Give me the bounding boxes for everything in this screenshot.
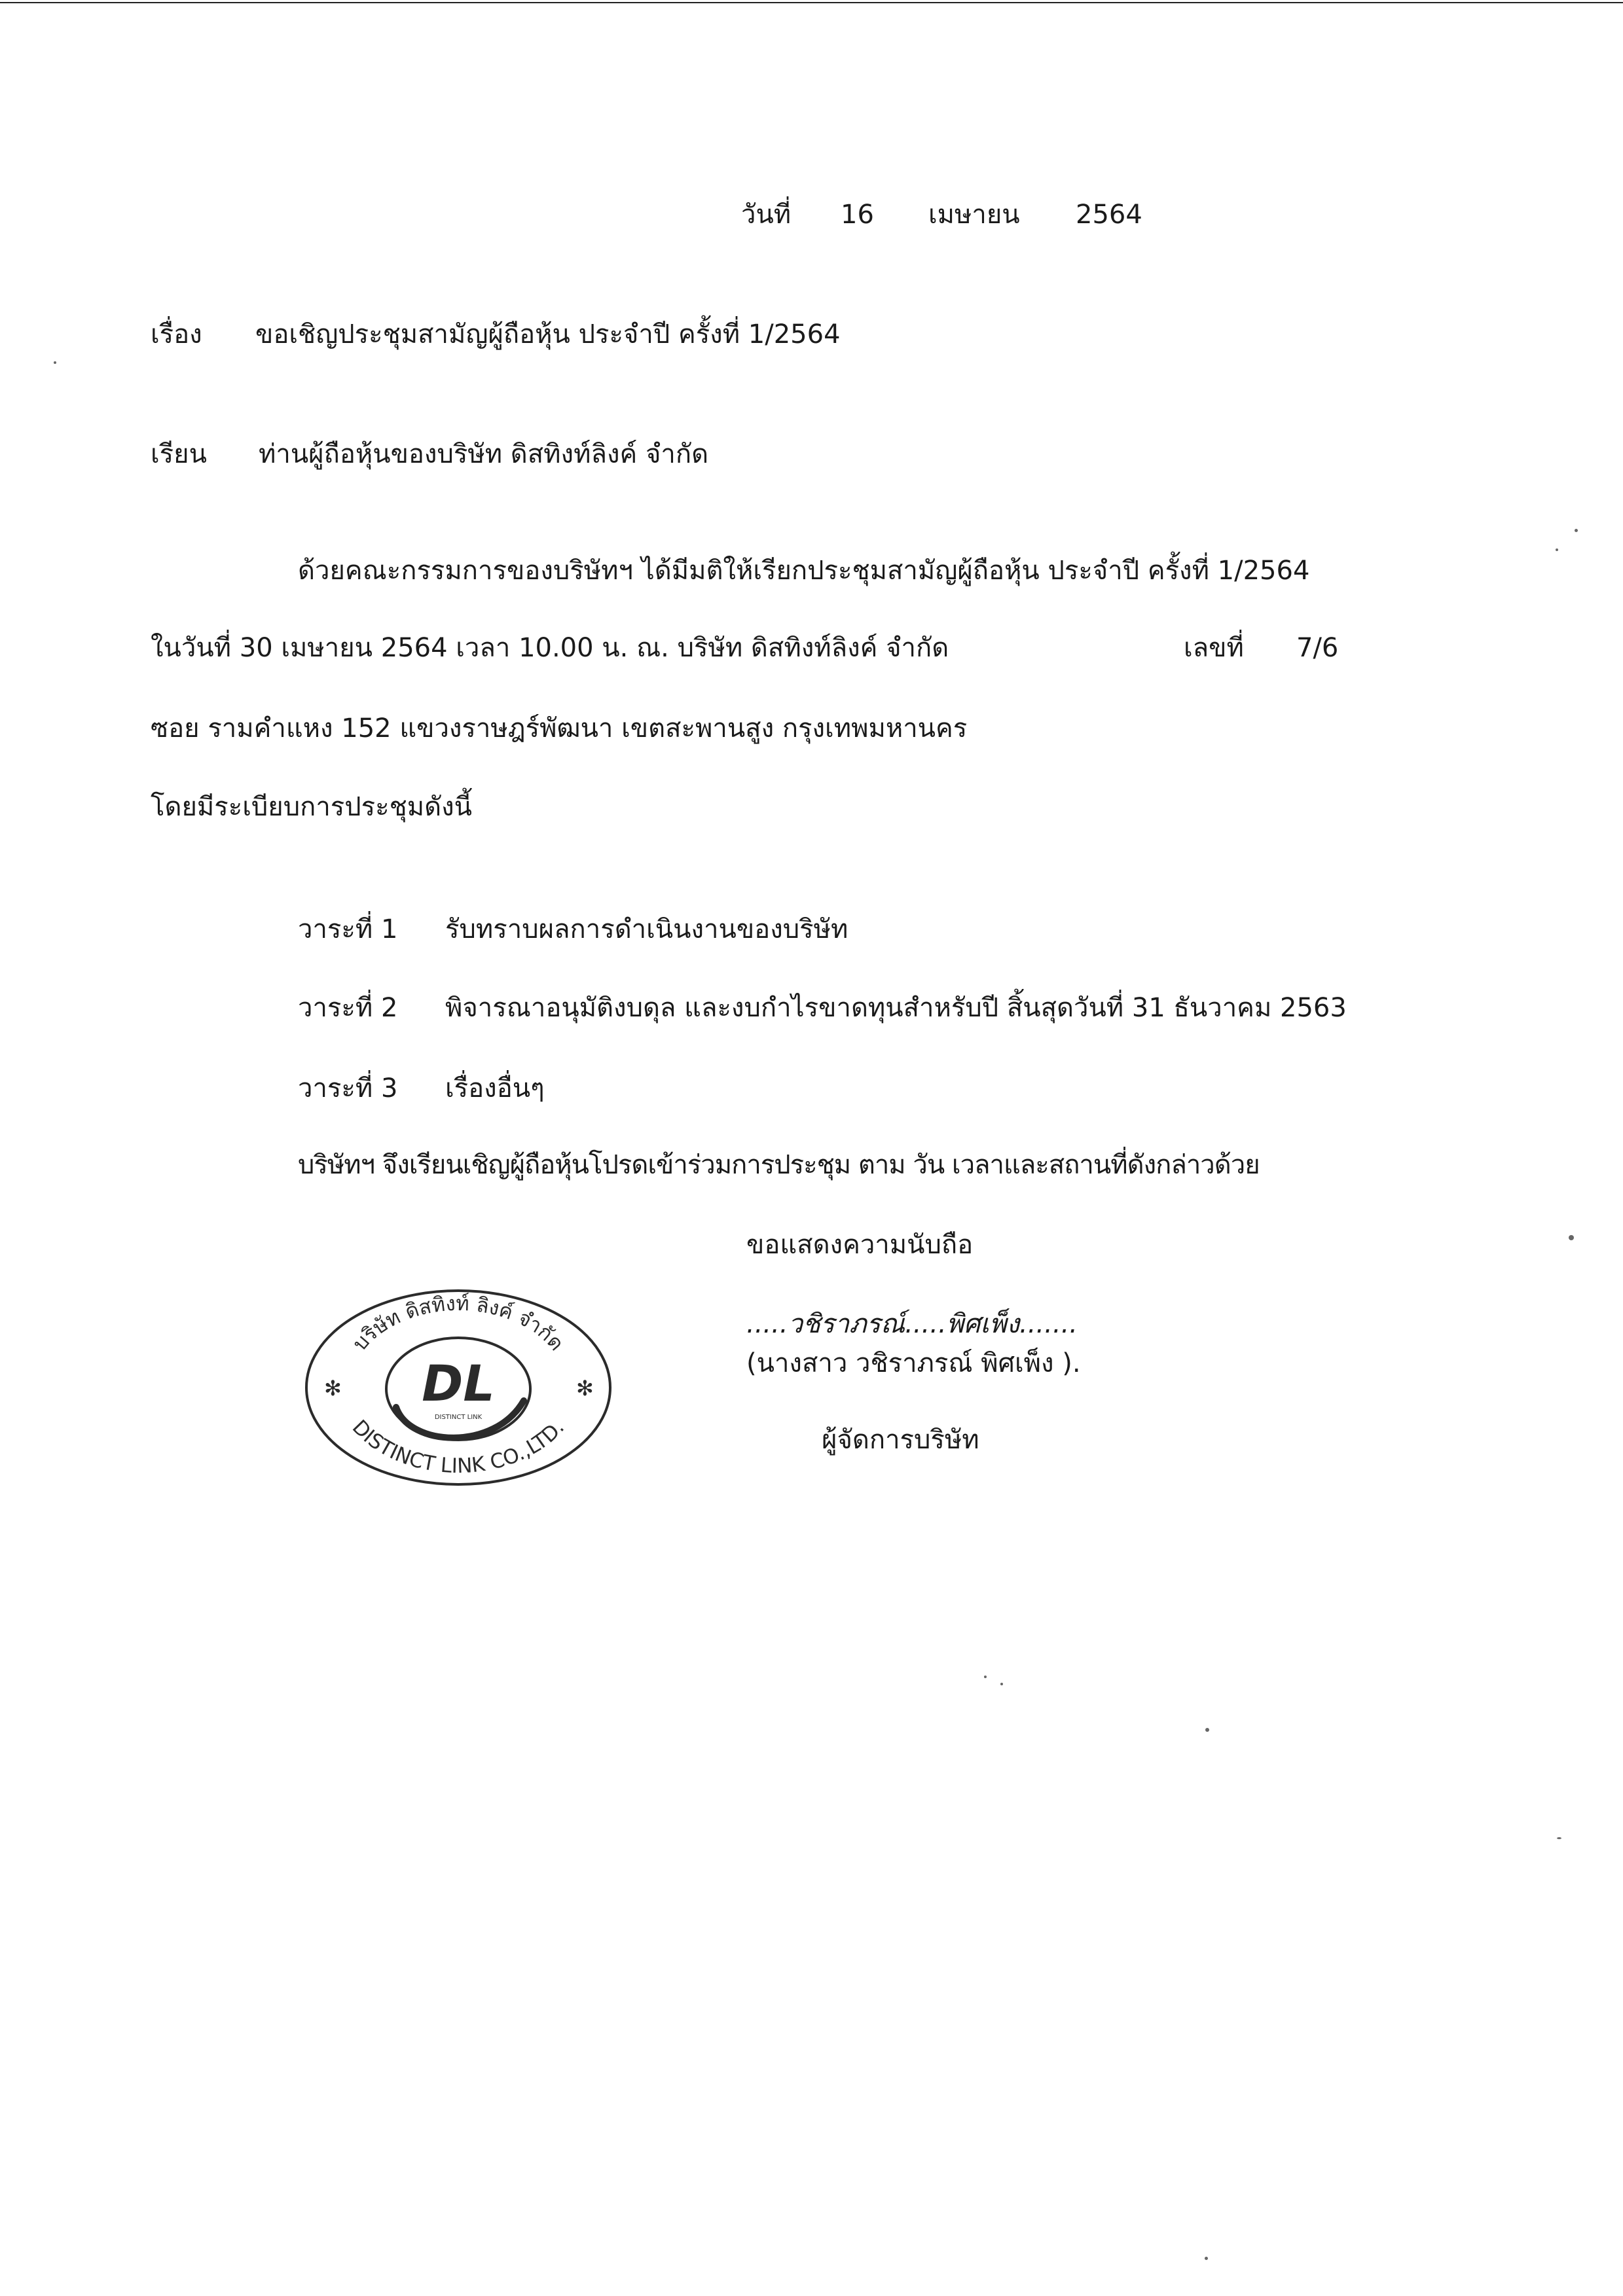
agenda-3-text: เรื่องอื่นๆ [445,1073,545,1103]
body-line-4: โดยมีระเบียบการประชุมดังนี้ [151,792,473,822]
scan-speck [1575,529,1578,532]
agenda-3-label: วาระที่ 3 [298,1073,398,1103]
scan-speck [1000,1683,1003,1685]
signer-name: (นางสาว วชิราภรณ์ พิศเพ็ง ). [746,1348,1081,1378]
scan-speck [1205,2257,1208,2260]
body-line-1: ด้วยคณะกรรมการของบริษัทฯ ได้มีมติให้เรียกประชุมสามัญผู้ถือหุ้น ประจำปี ครั้งที่ 1/2564 [298,556,1310,586]
regards-text: ขอแสดงความนับถือ [746,1230,974,1260]
closing-text: บริษัทฯ จึงเรียนเชิญผู้ถือหุ้นโปรดเข้าร่วมการประชุม ตาม วัน เวลาและสถานที่ดังกล่าวด้วย [298,1150,1260,1180]
date-year: 2564 [1076,200,1142,230]
company-stamp [298,1283,619,1492]
subject-label: เรื่อง [151,319,202,350]
scan-speck [984,1676,987,1678]
scan-speck [1557,1837,1561,1839]
stamp-small-text: DISTINCT LINK [434,1414,483,1421]
agenda-1-label: วาระที่ 1 [298,914,398,944]
recipient-text: ท่านผู้ถือหุ้นของบริษัท ดิสทิงท์ลิงค์ จำกัด [259,439,709,469]
subject-text: ขอเชิญประชุมสามัญผู้ถือหุ้น ประจำปี ครั้งที่ 1/2564 [255,319,841,350]
date-month: เมษายน [928,200,1020,230]
scan-speck [1205,1728,1209,1732]
address-number-label: เลขที่ [1184,633,1244,663]
address-number: 7/6 [1296,633,1339,663]
stamp-logo: DL [422,1354,495,1412]
stamp-star-right: ✻ [576,1376,594,1401]
scan-speck [1556,548,1558,551]
stamp-star-left: ✻ [324,1376,342,1401]
agenda-1-text: รับทราบผลการดำเนินงานของบริษัท [445,914,848,944]
top-border-line [0,2,1623,3]
signer-title: ผู้จัดการบริษัท [822,1425,979,1455]
date-label: วันที่ [741,200,792,230]
scan-speck [1569,1235,1574,1240]
body-line-2: ในวันที่ 30 เมษายน 2564 เวลา 10.00 น. ณ. บริษัท ดิสทิงท์ลิงค์ จำกัด [151,633,949,663]
date-day: 16 [841,200,874,230]
scan-speck [54,361,56,364]
agenda-2-text: พิจารณาอนุมัติงบดุล และงบกำไรขาดทุนสำหรับปี สิ้นสุดวันที่ 31 ธันวาคม 2563 [445,993,1347,1023]
recipient-label: เรียน [151,439,207,469]
body-line-3: ซอย รามคำแหง 152 แขวงราษฎร์พัฒนา เขตสะพานสูง กรุงเทพมหานคร [151,713,968,744]
agenda-2-label: วาระที่ 2 [298,993,398,1023]
stamp-bottom-text: DISTINCT LINK CO.,LTD. [347,1415,570,1479]
signature: .....วชิราภรณ์.....พิศเพ็ง....... [746,1309,1078,1339]
stamp-top-text: บริษัท ดิสทิงท์ ลิงค์ จำกัด [348,1291,569,1355]
